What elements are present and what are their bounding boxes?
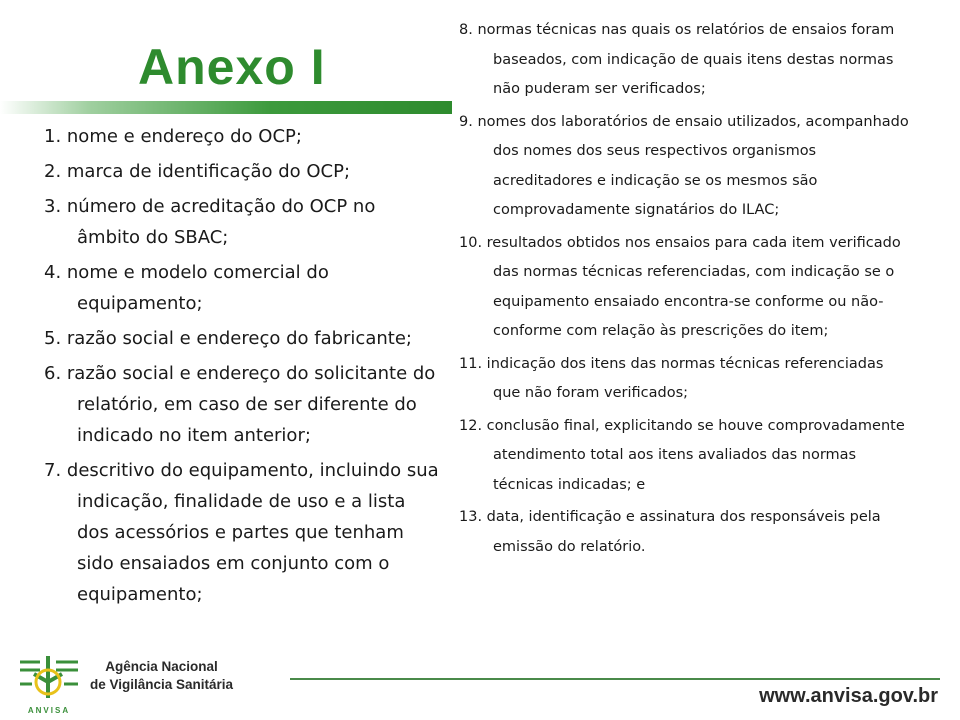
logo-text: ANVISA bbox=[27, 706, 71, 715]
website-link[interactable]: www.anvisa.gov.br bbox=[759, 685, 938, 707]
agency-line-1: Agência Nacional bbox=[105, 659, 218, 674]
list-item: 1. nome e endereço do OCP; bbox=[44, 126, 302, 147]
anvisa-logo bbox=[18, 652, 80, 716]
list-item: 3. número de acreditação do OCP no âmbito do SBAC; bbox=[44, 196, 376, 248]
agency-line-2: de Vigilância Sanitária bbox=[90, 677, 234, 692]
page-title: Anexo I bbox=[138, 39, 326, 95]
list-item: 6. razão social e endereço do solicitante do relatório, em caso de ser diferente do indicado no item anterior; bbox=[44, 363, 436, 446]
list-item: 5. razão social e endereço do fabricante; bbox=[44, 328, 412, 349]
list-item: 2. marca de identificação do OCP; bbox=[44, 161, 351, 182]
list-item: 10. resultados obtidos nos ensaios para cada item verificado das normas técnicas referenciadas, com indicação se o equipamento ensaiado encontra-se conforme ou não-conforme com relação às prescrições do item; bbox=[459, 234, 901, 339]
left-column-list bbox=[44, 121, 439, 614]
list-item: 7. descritivo do equipamento, incluindo sua indicação, finalidade de uso e a lista dos acessórios e partes que tenham sido ensaiados em conjunto com o equipamento; bbox=[44, 460, 439, 605]
agency-name bbox=[90, 658, 233, 694]
right-column-list bbox=[459, 16, 914, 565]
title-underline-bar bbox=[0, 101, 452, 114]
list-item: 11. indicação dos itens das normas técnicas referenciadas que não foram verificados; bbox=[459, 355, 884, 401]
list-item: 8. normas técnicas nas quais os relatórios de ensaios foram baseados, com indicação de quais itens destas normas não puderam ser verificados; bbox=[459, 22, 895, 97]
footer-divider bbox=[290, 678, 940, 680]
list-item: 9. nomes dos laboratórios de ensaio utilizados, acompanhado dos nomes dos seus respectivos organismos acreditadores e indicação se os mesmos são comprovadamente signatários do ILAC; bbox=[459, 113, 909, 218]
list-item: 4. nome e modelo comercial do equipamento; bbox=[44, 262, 329, 314]
list-item: 12. conclusão final, explicitando se houve comprovadamente atendimento total aos itens avaliados das normas técnicas indicadas; e bbox=[459, 417, 905, 493]
list-item: 13. data, identificação e assinatura dos responsáveis pela emissão do relatório. bbox=[459, 509, 881, 555]
